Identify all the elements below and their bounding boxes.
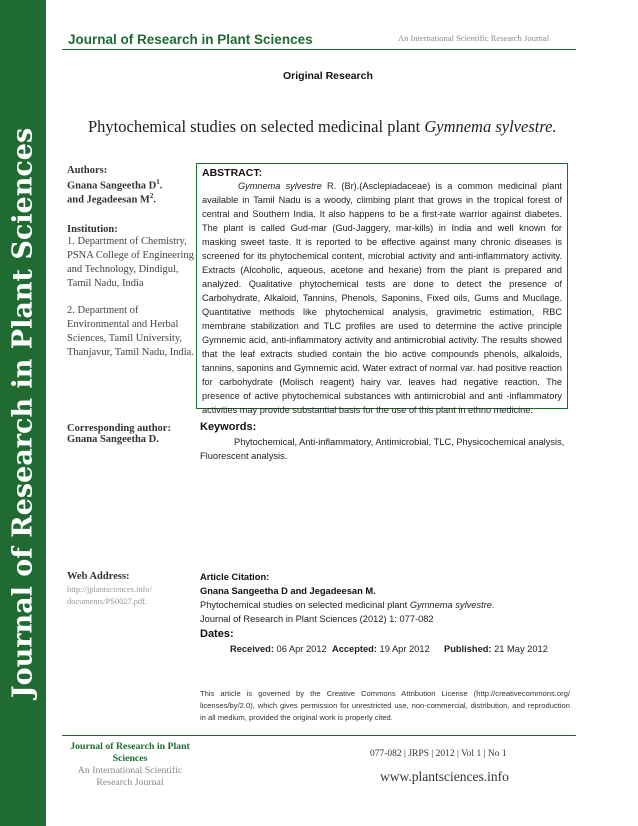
date-received: Received: 06 Apr 2012 [230,644,327,654]
section-label: Original Research [283,70,373,82]
institution-block [67,224,194,360]
journal-sidebar [0,0,46,826]
header-divider [62,49,576,50]
institution-label: Institution: [67,224,118,235]
citation-journal: Journal of Research in Plant Sciences (2012) 1: 077-082 [200,614,434,624]
institution-1: 1. Department of Chemistry, PSNA College of Engineering and Technology, Dindigul, Tamil Nadu, India [67,236,194,289]
dates-heading: Dates: [200,628,234,640]
footer-journal-block [70,741,190,789]
footer-divider [62,735,576,736]
date-accepted: Accepted: 19 Apr 2012 [332,644,430,654]
sidebar-journal-name: Journal of Research in Plant Sciences [7,127,39,699]
web-label: Web Address: [67,571,130,582]
citation-block [200,570,580,626]
footer-subtitle: An International Scientific Research Journal [77,765,183,788]
citation-title: Phytochemical studies on selected medicinal plant Gymnema sylvestre. [200,600,495,610]
header-tagline: An International Scientific Research Journal [398,33,550,43]
paper-title-species: Gymnema sylvestre. [424,117,557,136]
date-published: Published: 21 May 2012 [444,644,548,654]
footer-journal: Journal of Research in Plant Sciences [70,741,190,764]
footer-volume-code: 077-082 | JRPS | 2012 | Vol 1 | No 1 [370,749,507,759]
citation-authors: Gnana Sangeetha D and Jegadeesan M. [200,586,376,596]
keywords-text: Phytochemical, Anti-inflammatory, Antimicrobial, TLC, Physicochemical analysis, Fluorescent analysis. [200,437,565,461]
author-2: and Jegadeesan $M^2$. [67,191,156,205]
footer-website[interactable]: www.plantsciences.info [380,769,509,784]
paper-title-text: Phytochemical studies on selected medicinal plant [88,117,425,136]
corresponding-name: Gnana Sangeetha D. [67,434,159,445]
web-url[interactable]: http://jplantsciences.info/ documents/PS0027.pdf. [67,585,152,606]
authors-block [67,165,192,205]
header-journal-title: Journal of Research in Plant Sciences [68,32,313,47]
web-block [67,571,192,608]
institution-2: 2. Department of Environmental and Herbal Sciences, Tamil University, Thanjavur, Tamil Nadu, India. [67,305,194,359]
corresponding-label: Corresponding author: [67,423,171,434]
abstract-box [196,163,568,415]
authors-label: Authors: [67,165,108,176]
abstract-heading: ABSTRACT: [202,167,263,179]
keywords-heading: Keywords: [200,421,257,433]
abstract-text: Gymnema sylvestre R. (Br).(Asclepiadaceae) is a common medicinal plant available in Tamil Nadu is a woody, climbing plant that grows in the tropical forest of central and Southern India. It also happens to be a first-rate warrior against diabetes. The plant is called Gud-mar (Gud-Jaggery, mar-kills) in India and well known for masking sweet taste. It is reported to be effective against many chronic diseases is screened for its phytochemical content, microbial activity and anti-inflammatory activity. Extracts (Alcoholic, aqueous, acetone and hexane) from the plant is prepared and analyzed. Qualitative phytochemical tests are done to detect the presence of Carbohydrate, Alkaloid, Tannins, Phenols, Saponins, Fixed oils, Gums and Mucilage. Quantitative methods like phytochemical analysis, gravimetric estimation, RBC membrane stabilization and TLC profiles are used to determine the active principle Gymnemic acid, anti-inflammatory activity and antimicrobial activity. The results showed that the leaf extracts studied contain the bio active compounds phenols, alkaloids, tannins, saponins and Gymnemic acid. Water extract of normal var. had positive reaction for carbohydrate (Molisch reagent) hairy var. leaves had negative reaction. The presence of active phytochemical substances with antimicrobial and anti -inflammatory activities may provide substantial basis for the use of this plant in ethno medicine. [202,181,562,415]
license-text: This article is governed by the Creative Commons Attribution License (http://creativecommons.org/ licenses/by/2.0), which gives permission for unrestricted use, non-commercial, distribution, and reproduction in all medium, provided the original work is properly cited. [200,689,570,722]
citation-heading: Article Citation: [200,572,270,582]
paper-title [88,117,557,137]
corresponding-block [67,423,194,445]
author-1: Gnana Sangeetha $D^1$. [67,178,163,192]
